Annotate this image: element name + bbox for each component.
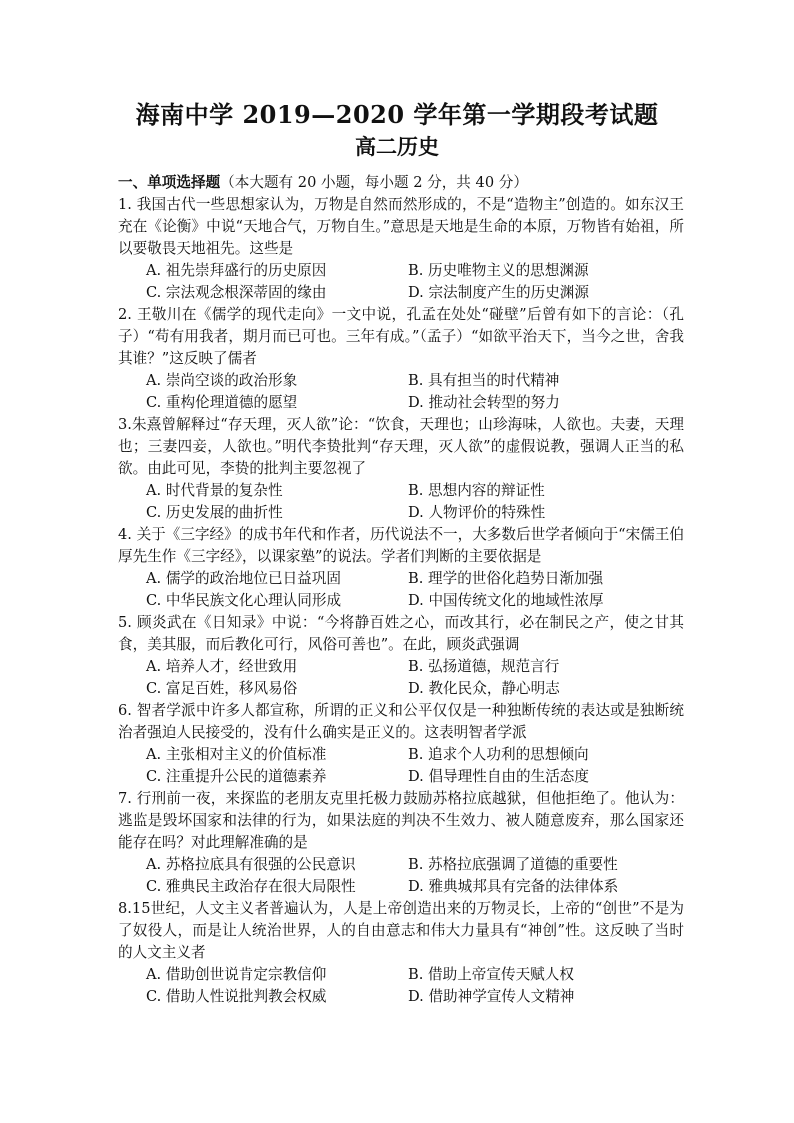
exam-content bbox=[118, 172, 684, 1008]
option-a: A. 时代背景的复杂性 bbox=[146, 482, 283, 499]
question-options bbox=[118, 568, 684, 612]
question-7 bbox=[118, 788, 684, 898]
option-c: C. 富足百姓，移风易俗 bbox=[146, 680, 298, 697]
question-stem: 6. 智者学派中许多人都宣称，所谓的正义和公平仅仅是一种独断传统的表达或是独断统治者强迫人民接受的，没有什么确实是正义的。这表明智者学派 bbox=[118, 702, 684, 741]
option-d: D. 推动社会转型的努力 bbox=[408, 394, 560, 411]
question-6 bbox=[118, 700, 684, 788]
question-options bbox=[118, 480, 684, 524]
question-2 bbox=[118, 304, 684, 414]
question-stem: 3.朱熹曾解释过“存天理，灭人欲”论：“饮食，天理也；山珍海味，人欲也。夫妻，天理也；三妻四妾，人欲也。”明代李贽批判“存天理，灭人欲”的虚假说教，强调人正当的私欲。由此可见，李贽的批判主要忽视了 bbox=[118, 416, 684, 477]
option-a: A. 借助创世说肯定宗教信仰 bbox=[146, 966, 327, 983]
question-3 bbox=[118, 414, 684, 524]
question-stem: 2. 王敬川在《儒学的现代走向》一文中说，孔孟在处处“碰壁”后曾有如下的言论：（孔子）“苟有用我者，期月而已可也。三年有成。”（孟子）“如欲平治天下，当今之世，舍我其谁？”这反映了儒者 bbox=[118, 306, 684, 367]
option-d: D. 雅典城邦具有完备的法律体系 bbox=[408, 878, 619, 895]
option-a: A. 主张相对主义的价值标准 bbox=[146, 746, 327, 763]
question-options bbox=[118, 854, 684, 898]
question-stem: 8.15世纪，人文主义者普遍认为，人是上帝创造出来的万物灵长，上帝的“创世”不是为了奴役人，而是让人统治世界，人的自由意志和伟大力量具有“神创”性。这反映了当时的人文主义者 bbox=[118, 900, 684, 961]
option-d: D. 人物评价的特殊性 bbox=[408, 504, 546, 521]
option-b: B. 思想内容的辩证性 bbox=[408, 482, 545, 499]
exam-title: 海南中学 2019—2020 学年第一学期段考试题 bbox=[135, 100, 659, 129]
option-a: A. 祖先崇拜盛行的历史原因 bbox=[146, 262, 327, 279]
option-a: A. 培养人才，经世致用 bbox=[146, 658, 298, 675]
section-title: 一、单项选择题 bbox=[118, 174, 221, 191]
option-b: B. 借助上帝宣传天赋人权 bbox=[408, 966, 574, 983]
option-d: D. 中国传统文化的地域性浓厚 bbox=[408, 592, 604, 609]
option-b: B. 弘扬道德，规范言行 bbox=[408, 658, 560, 675]
question-stem: 4. 关于《三字经》的成书年代和作者，历代说法不一，大多数后世学者倾向于“宋儒王伯厚先生作《三字经》，以课家塾”的说法。学者们判断的主要依据是 bbox=[118, 526, 684, 565]
question-4 bbox=[118, 524, 684, 612]
question-stem: 7. 行刑前一夜，来探监的老朋友克里托极力鼓励苏格拉底越狱，但他拒绝了。他认为：逃监是毁坏国家和法律的行为，如果法庭的判决不生效力、被人随意废弃，那么国家还能存在吗？对此理解准确的是 bbox=[118, 790, 684, 851]
option-c: C. 重构伦理道德的愿望 bbox=[146, 394, 298, 411]
option-d: D. 宗法制度产生的历史渊源 bbox=[408, 284, 589, 301]
question-1 bbox=[118, 194, 684, 304]
option-b: B. 追求个人功利的思想倾向 bbox=[408, 746, 589, 763]
option-c: C. 中华民族文化心理认同形成 bbox=[146, 592, 342, 609]
option-a: A. 苏格拉底具有很强的公民意识 bbox=[146, 856, 356, 873]
option-d: D. 倡导理性自由的生活态度 bbox=[408, 768, 589, 785]
option-c: C. 借助人性说批判教会权威 bbox=[146, 988, 327, 1005]
option-b: B. 历史唯物主义的思想渊源 bbox=[408, 262, 589, 279]
question-8 bbox=[118, 898, 684, 1008]
option-a: A. 儒学的政治地位已日益巩固 bbox=[146, 570, 341, 587]
question-stem: 5. 顾炎武在《日知录》中说：“今将静百姓之心，而改其行，必在制民之产，使之甘其食，美其服，而后教化可行，风俗可善也”。在此，顾炎武强调 bbox=[118, 614, 684, 653]
exam-subject: 高二历史 bbox=[355, 134, 439, 159]
option-b: B. 苏格拉底强调了道德的重要性 bbox=[408, 856, 618, 873]
option-c: C. 雅典民主政治存在很大局限性 bbox=[146, 878, 356, 895]
option-c: C. 注重提升公民的道德素养 bbox=[146, 768, 327, 785]
option-b: B. 具有担当的时代精神 bbox=[408, 372, 560, 389]
question-options bbox=[118, 744, 684, 788]
question-options bbox=[118, 260, 684, 304]
question-options bbox=[118, 656, 684, 700]
option-c: C. 宗法观念根深蒂固的缘由 bbox=[146, 284, 327, 301]
question-options bbox=[118, 964, 684, 1008]
section-note: （本大题有 20 小题，每小题 2 分，共 40 分） bbox=[220, 174, 528, 191]
option-a: A. 崇尚空谈的政治形象 bbox=[146, 372, 298, 389]
question-5 bbox=[118, 612, 684, 700]
option-b: B. 理学的世俗化趋势日渐加强 bbox=[408, 570, 604, 587]
option-d: D. 教化民众，静心明志 bbox=[408, 680, 560, 697]
option-c: C. 历史发展的曲折性 bbox=[146, 504, 283, 521]
option-d: D. 借助神学宣传人文精神 bbox=[408, 988, 575, 1005]
question-options bbox=[118, 370, 684, 414]
section-heading bbox=[118, 172, 684, 194]
question-stem: 1. 我国古代一些思想家认为，万物是自然而然形成的，不是“造物主”创造的。如东汉王充在《论衡》中说“天地合气，万物自生。”意思是天地是生命的本原，万物皆有始祖，所以要敬畏天地祖先。这些是 bbox=[118, 196, 684, 257]
